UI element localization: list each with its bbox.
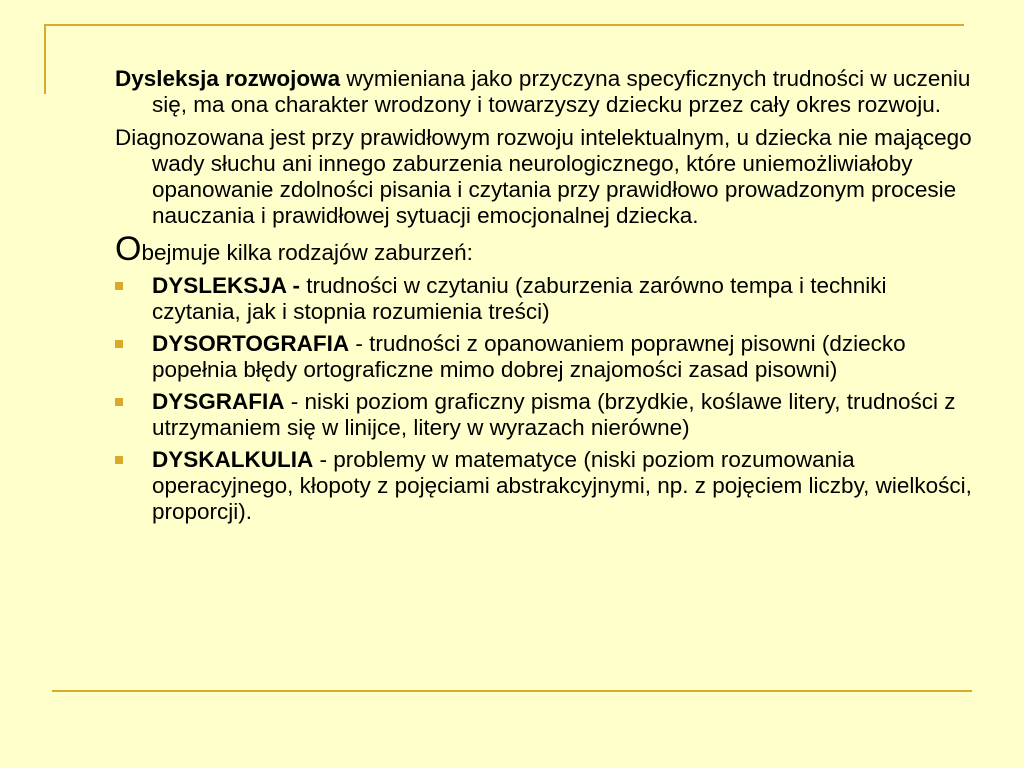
slide-body [115, 66, 975, 531]
list-item-dysgrafia [115, 389, 975, 441]
intro-first-letter: O [115, 230, 142, 268]
list-item-dyskalkulia [115, 447, 975, 525]
intro-line [115, 230, 975, 268]
item-term: DYSORTOGRAFIA [152, 331, 350, 356]
bottom-rule [52, 690, 972, 692]
item-desc: - trudności z opanowaniem poprawnej pisowni (dziecko popełnia błędy ortograficzne mimo dobrej znajomości zasad pisowni) [152, 331, 906, 382]
item-term: DYSGRAFIA [152, 389, 285, 414]
item-term: DYSLEKSJA - [152, 273, 300, 298]
paragraph-diagnoza [115, 125, 975, 229]
left-rule [44, 24, 46, 94]
paragraph-text: wymieniana jako przyczyna specyficznych trudności w uczeniu się, ma ona charakter wrodzony i towarzyszy dziecku przez cały okres rozwoju. [152, 66, 971, 117]
paragraph-bold-term: Dysleksja rozwojowa [115, 66, 341, 91]
item-desc: trudności w czytaniu (zaburzenia zarówno tempa i techniki czytania, jak i stopnia rozumienia treści) [152, 273, 887, 324]
paragraph-text: Diagnozowana jest przy prawidłowym rozwoju intelektualnym, u dziecka nie mającego wady słuchu ani innego zaburzenia neurologicznego, które uniemożliwiałoby opanowanie zdolności pisania i czytania przy prawidłowo prowadzonym procesie nauczania i prawidłowej sytuacji emocjonalnej dziecka. [115, 125, 972, 228]
square-bullet-icon [115, 282, 123, 290]
list-item-dysleksja [115, 273, 975, 325]
item-desc: - problemy w matematyce (niski poziom rozumowania operacyjnego, kłopoty z pojęciami abstrakcyjnymi, np. z pojęciem liczby, wielkości, proporcji). [152, 447, 972, 524]
list-item-dysortografia [115, 331, 975, 383]
square-bullet-icon [115, 340, 123, 348]
square-bullet-icon [115, 456, 123, 464]
item-term: DYSKALKULIA [152, 447, 314, 472]
intro-rest: bejmuje kilka rodzajów zaburzeń: [141, 240, 473, 265]
item-desc: - niski poziom graficzny pisma (brzydkie, koślawe litery, trudności z utrzymaniem się w linijce, litery w wyrazach nierówne) [152, 389, 956, 440]
paragraph-dysleksja-rozwojowa [115, 66, 975, 118]
top-rule [44, 24, 964, 26]
square-bullet-icon [115, 398, 123, 406]
